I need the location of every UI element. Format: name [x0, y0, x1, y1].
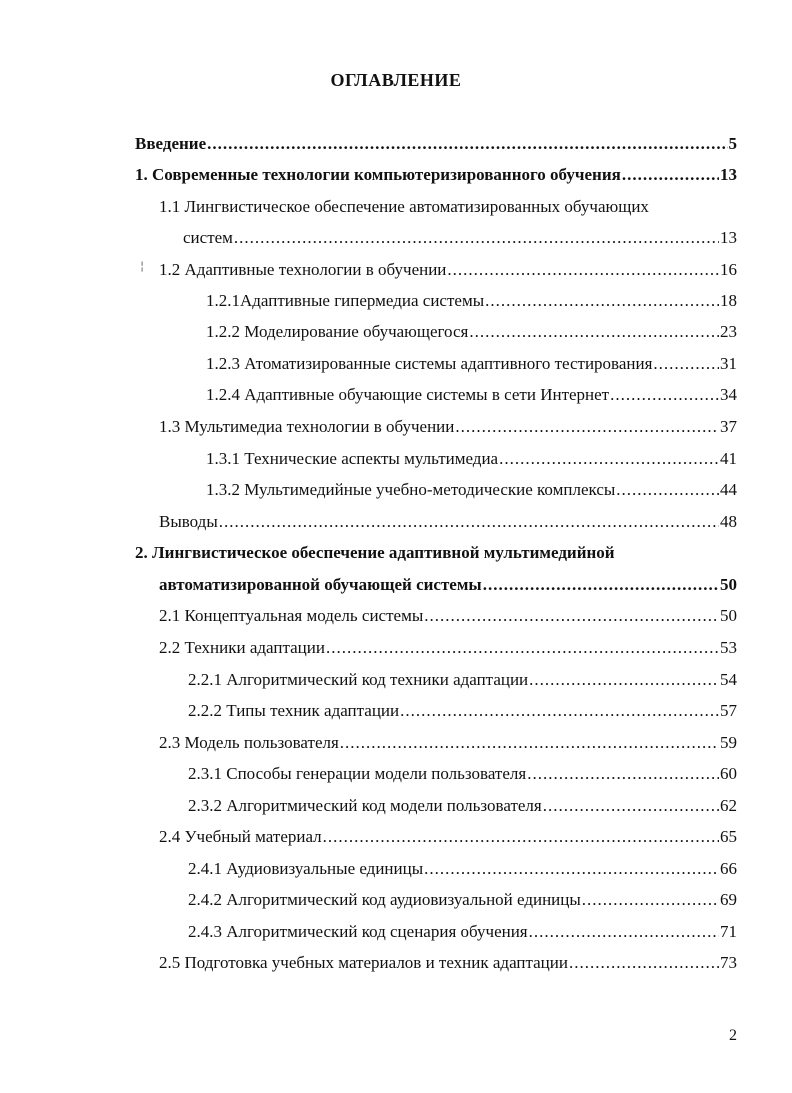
leader-dots — [424, 605, 719, 627]
toc-page: 71 — [720, 922, 737, 941]
toc-page: 60 — [720, 764, 737, 783]
toc-label: 2.4.3 Алгоритмический код сценария обучения — [188, 922, 528, 941]
toc-page: 18 — [720, 291, 737, 310]
scan-mark: ╎ — [139, 262, 146, 273]
toc-entry-1-1[interactable] — [183, 227, 737, 249]
toc-page: 50 — [720, 606, 737, 625]
toc-page: 31 — [720, 354, 737, 373]
toc-label: 2.2 Техники адаптации — [159, 638, 325, 657]
toc-label: 1. Современные технологии компьютеризированного обучения — [135, 165, 621, 184]
page-number: 2 — [729, 1027, 737, 1044]
toc-entry-2-2-2[interactable] — [188, 700, 737, 722]
leader-dots — [529, 669, 719, 691]
leader-dots — [219, 511, 719, 533]
toc-label: 1.3.1 Технические аспекты мультимедиа — [206, 449, 499, 468]
toc-entry-2-3[interactable] — [159, 732, 737, 754]
toc-label: 1.3.2 Мультимедийные учебно-методические комплексы — [206, 480, 616, 499]
toc-label: 2.4.2 Алгоритмический код аудиовизуальной единицы — [188, 890, 581, 909]
toc-page: 73 — [720, 953, 737, 972]
toc-label: 2.3 Модель пользователя — [159, 733, 339, 752]
toc-entry-chapter-1[interactable] — [135, 164, 737, 186]
leader-dots — [529, 921, 719, 943]
toc-entry-1-2-3[interactable] — [206, 353, 737, 375]
toc-entry-1-3[interactable] — [159, 416, 737, 438]
toc-entry-intro[interactable] — [135, 133, 737, 155]
toc-label: 2.2.1 Алгоритмический код техники адаптации — [188, 670, 529, 689]
leader-dots — [455, 416, 719, 438]
toc-entry-1-3-2[interactable] — [206, 479, 737, 501]
page-title: ОГЛАВЛЕНИЕ — [330, 70, 462, 90]
toc-entry-2-3-1[interactable] — [188, 763, 737, 785]
leader-dots — [483, 574, 719, 596]
toc-page: 53 — [720, 638, 737, 657]
toc-page: 5 — [728, 134, 737, 153]
toc-label: систем — [183, 228, 233, 247]
toc-page: 34 — [720, 385, 737, 404]
toc-label: 1.2.4 Адаптивные обучающие системы в сети Интернет — [206, 385, 610, 404]
toc-page: 62 — [720, 796, 737, 815]
toc-entry-2-4-1[interactable] — [188, 858, 737, 880]
toc-page: 16 — [720, 260, 737, 279]
toc-entry-2-4[interactable] — [159, 826, 737, 848]
toc-label: 1.2.1Адаптивные гипермедиа системы — [206, 291, 485, 310]
toc-page: 57 — [720, 701, 737, 720]
leader-dots — [485, 290, 719, 312]
leader-dots — [610, 384, 719, 406]
leader-dots — [469, 321, 719, 343]
toc-entry-2-5[interactable] — [159, 952, 737, 974]
toc-entry-2-3-2[interactable] — [188, 795, 737, 817]
toc-label: 1.2 Адаптивные технологии в обучении — [159, 260, 447, 279]
toc-label: 1.2.3 Атоматизированные системы адаптивного тестирования — [206, 354, 653, 373]
toc-entry-1-2-4[interactable] — [206, 384, 737, 406]
toc-entry-1-2[interactable] — [159, 259, 737, 281]
toc-entry-1-2-2[interactable] — [206, 321, 737, 343]
leader-dots — [447, 259, 719, 281]
leader-dots — [569, 952, 719, 974]
toc-page: 50 — [720, 575, 737, 594]
toc-label: 2.3.1 Способы генерации модели пользователя — [188, 764, 527, 783]
toc-label: 2.4.1 Аудиовизуальные единицы — [188, 859, 424, 878]
toc-entry-1-3-1[interactable] — [206, 448, 737, 470]
leader-dots — [326, 637, 719, 659]
toc-entry-2-4-2[interactable] — [188, 889, 737, 911]
toc-page: 44 — [720, 480, 737, 499]
leader-dots — [400, 700, 719, 722]
toc-entry-2-1[interactable] — [159, 605, 737, 627]
toc-label: 1.2.2 Моделирование обучающегося — [206, 322, 469, 341]
toc-entry-2-4-3[interactable] — [188, 921, 737, 943]
toc-entry-chapter-2[interactable] — [159, 574, 737, 596]
toc-label: 2.5 Подготовка учебных материалов и техник адаптации — [159, 953, 568, 972]
leader-dots — [582, 889, 719, 911]
toc-entry-1-1-line1: 1.1 Лингвистическое обеспечение автоматизированных обучающих — [159, 197, 649, 216]
toc-page: 65 — [720, 827, 737, 846]
toc-page: 66 — [720, 859, 737, 878]
toc-label: 2.4 Учебный материал — [159, 827, 322, 846]
toc-page: 48 — [720, 512, 737, 531]
leader-dots — [323, 826, 719, 848]
leader-dots — [543, 795, 719, 817]
toc-label: 2.3.2 Алгоритмический код модели пользователя — [188, 796, 542, 815]
leader-dots — [424, 858, 719, 880]
toc-label: 2.2.2 Типы техник адаптации — [188, 701, 400, 720]
leader-dots — [207, 133, 727, 155]
toc-page: 54 — [720, 670, 737, 689]
leader-dots — [616, 479, 719, 501]
toc-entry-chapter-2-line1: 2. Лингвистическое обеспечение адаптивной мультимедийной — [135, 543, 615, 562]
leader-dots — [653, 353, 719, 375]
leader-dots — [527, 763, 719, 785]
toc-entry-2-2[interactable] — [159, 637, 737, 659]
leader-dots — [340, 732, 719, 754]
toc-page: 37 — [720, 417, 737, 436]
toc-page: 13 — [720, 228, 737, 247]
leader-dots — [622, 164, 719, 186]
toc-entry-2-2-1[interactable] — [188, 669, 737, 691]
toc-entry-1-2-1[interactable] — [206, 290, 737, 312]
toc-label: Выводы — [159, 512, 218, 531]
toc-page: 41 — [720, 449, 737, 468]
toc-label: 2.1 Концептуальная модель системы — [159, 606, 424, 625]
toc-label: Введение — [135, 134, 207, 153]
toc-page: 13 — [720, 165, 737, 184]
toc-page: 23 — [720, 322, 737, 341]
toc-label: автоматизированной обучающей системы — [159, 575, 482, 594]
toc-page: 69 — [720, 890, 737, 909]
leader-dots — [234, 227, 719, 249]
toc-entry-conclusions[interactable] — [159, 511, 737, 533]
toc-page: 59 — [720, 733, 737, 752]
leader-dots — [499, 448, 719, 470]
toc-label: 1.3 Мультимедиа технологии в обучении — [159, 417, 455, 436]
